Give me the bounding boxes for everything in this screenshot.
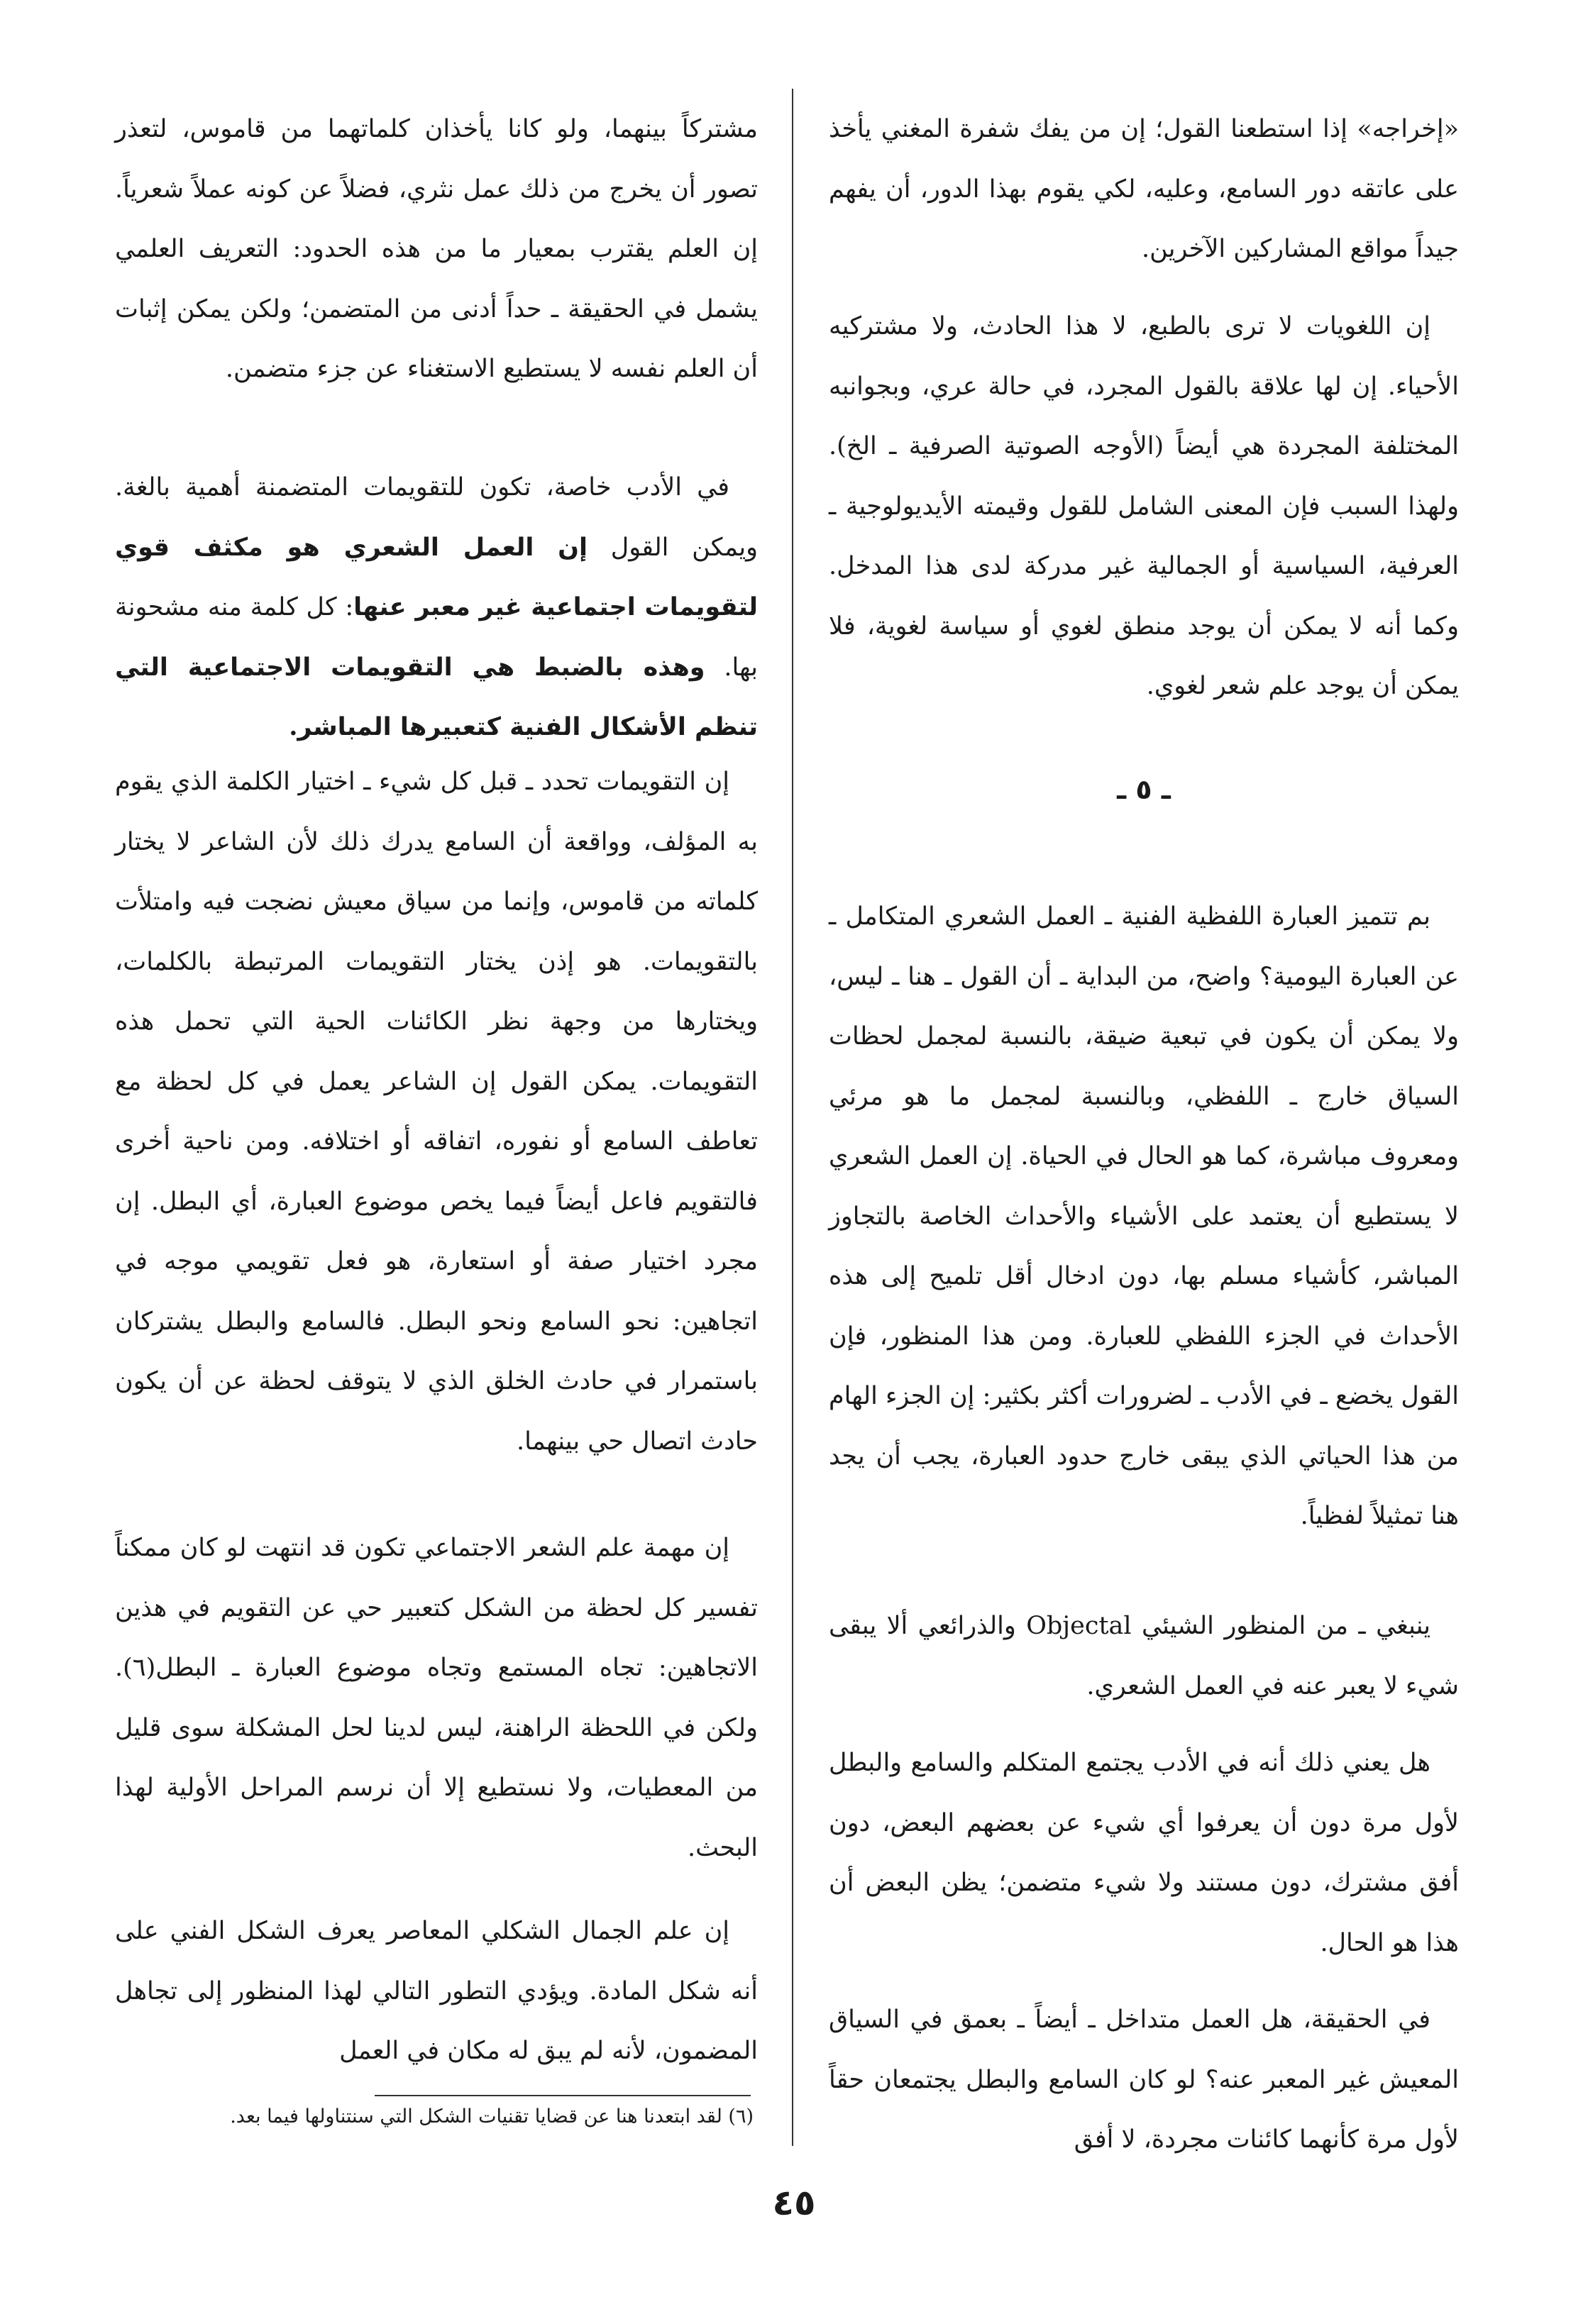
column-divider [792,89,793,2146]
bold-text-segment: وهذه بالضبط هي التقويمات الاجتماعية التي تنظم الأشكال الفنية كتعبيرها المباشر. [115,652,758,741]
text-segment: : كل كلمة منه مشحونة بها. [115,593,758,682]
paragraph: هل يعني ذلك أنه في الأدب يجتمع المتكلم والسامع والبطل لأول مرة دون أن يعرفوا أي شيء عن بعضهم البعض، دون أفق مشترك، دون مستند ولا شيء متضمن؛ يظن البعض أن هذا هو الحال. [829,1749,1459,1957]
footnote: (٦) لقد ابتعدنا هنا عن قضايا تقنيات الشكل التي سنتناولها فيما بعد. [230,2106,754,2127]
page-number: ٤٥ [772,2181,816,2223]
paragraph: «إخراجه» إذا استطعنا القول؛ إن من يفك شفرة المغني يأخذ على عاتقه دور السامع، وعليه، لكي يقوم بهذا الدور، أن يفهم جيداً مواقع المشاركين الآخرين. [829,115,1459,263]
paragraph: إن التقويمات تحدد ـ قبل كل شيء ـ اختيار الكلمة الذي يقوم به المؤلف، وواقعة أن السامع يدرك ذلك لأن الشاعر لا يختار كلماته من قاموس، وإنما من سياق معيش نضجت فيه وامتلأت بالتقويمات. هو إذن يختار التقويمات المرتبطة بالكلمات، ويختارها من وجهة نظر الكائنات الحية التي تحمل هذه التقويمات. يمكن القول إن الشاعر يعمل في كل لحظة مع تعاطف السامع أو نفوره، اتفاقه أو اختلافه. ومن ناحية أخرى فالتقويم فاعل أيضاً فيما يخص موضوع العبارة، أي البطل. إن مجرد اختيار صفة أو استعارة، هو فعل تقويمي موجه في اتجاهين: نحو السامع ونحو البطل. فالسامع والبطل يشتركان باستمرار في حادث الخلق الذي لا يتوقف لحظة عن أن يكون حادث اتصال حي بينهما. [115,768,758,1456]
paragraph: ينبغي ـ من المنظور الشيئي Objectal والذرائعي ألا يبقى شيء لا يعبر عنه في العمل الشعري. [829,1612,1459,1700]
section-heading: ـ ٥ ـ [1117,773,1171,805]
footnote-rule [375,2095,751,2096]
paragraph: مشتركاً بينهما، ولو كانا يأخذان كلماتهما من قاموس، لتعذر تصور أن يخرج من ذلك عمل نثري، فضلاً عن كونه عملاً شعرياً. إن العلم يقترب بمعيار ما من هذه الحدود: التعريف العلمي يشمل في الحقيقة ـ حداً أدنى من المتضمن؛ ولكن يمكن إثبات أن العلم نفسه لا يستطيع الاستغناء عن جزء متضمن. [115,115,758,383]
bold-text-segment: إن العمل الشعري هو مكثف قوي لتقويمات اجتماعية غير معبر عنها [115,532,758,621]
paragraph [115,458,758,758]
paragraph: بم تتميز العبارة اللفظية الفنية ـ العمل الشعري المتكامل ـ عن العبارة اليومية؟ واضح، من البداية ـ أن القول ـ هنا ـ ليس، ولا يمكن أن يكون في تبعية ضيقة، بالنسبة لمجمل لحظات السياق خارج ـ اللفظي، وبالنسبة لمجمل ما هو مرئي ومعروف مباشرة، كما هو الحال في الحياة. إن العمل الشعري لا يستطيع أن يعتمد على الأشياء والأحداث الخاصة بالتجاوز المباشر، كأشياء مسلم بها، دون ادخال أقل تلميح إلى هذه الأحداث في الجزء اللفظي للعبارة. ومن هذا المنظور، فإن القول يخضع ـ في الأدب ـ لضرورات أكثر بكثير: إن الجزء الهام من هذا الحياتي الذي يبقى خارج حدود العبارة، يجب أن يجد هنا تمثيلاً لفظياً. [829,902,1459,1530]
paragraph: إن مهمة علم الشعر الاجتماعي تكون قد انتهت لو كان ممكناً تفسير كل لحظة من الشكل كتعبير حي عن التقويم في هذين الاتجاهين: تجاه المستمع وتجاه موضوع العبارة ـ البطل(٦). ولكن في اللحظة الراهنة، ليس لدينا لحل المشكلة سوى قليل من المعطيات، ولا نستطيع إلا أن نرسم المراحل الأولية لهذا البحث. [115,1534,758,1862]
text-segment: في الأدب خاصة، تكون للتقويمات المتضمنة أهمية بالغة. ويمكن القول [115,473,758,562]
paragraph: في الحقيقة، هل العمل متداخل ـ أيضاً ـ بعمق في السياق المعيش غير المعبر عنه؟ لو كان السامع والبطل يجتمعان حقاً لأول مرة كأنهما كائنات مجردة، لا أفق [829,2005,1459,2154]
paragraph: إن علم الجمال الشكلي المعاصر يعرف الشكل الفني على أنه شكل المادة. ويؤدي التطور التالي لهذا المنظور إلى تجاهل المضمون، لأنه لم يبق له مكان في العمل [115,1917,758,2065]
paragraph: إن اللغويات لا ترى بالطبع، لا هذا الحادث، ولا مشتركيه الأحياء. إن لها علاقة بالقول المجرد، في حالة عري، وبجوانبه المختلفة المجردة هي أيضاً (الأوجه الصوتية الصرفية ـ الخ). ولهذا السبب فإن المعنى الشامل للقول وقيمته الأيديولوجية ـ العرفية، السياسية أو الجمالية غير مدركة لدى هذا المدخل. وكما أنه لا يمكن أن يوجد منطق لغوي أو سياسة لغوية، فلا يمكن أن يوجد علم شعر لغوي. [829,312,1459,700]
